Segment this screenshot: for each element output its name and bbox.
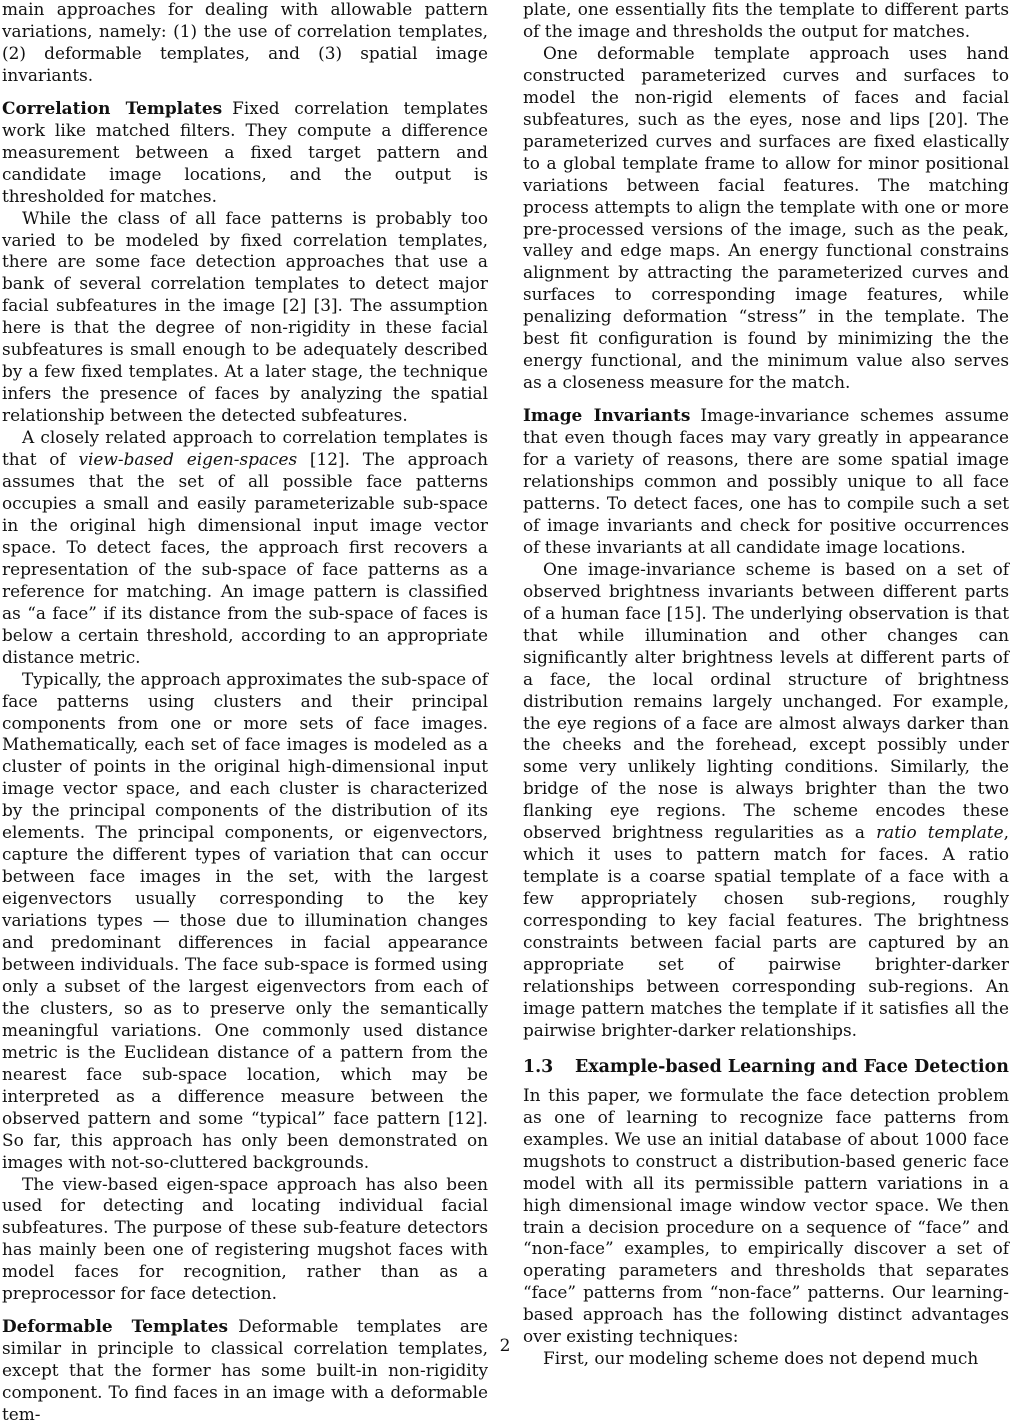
right-column xyxy=(523,0,1009,1370)
paragraph-text: [12]. The approach assumes that the set of all possible face patterns occupies a small and easily parameterizable sub-space in the original high dimensional input image vector space. To detect faces, the approach first recovers a representation of the sub-space of face patterns as a reference for matching. An image pattern is classified as “a face” if its distance from the sub-space of faces is below a certain threshold, according to an appropriate distance metric. xyxy=(2,449,488,667)
paragraph-eigen-spaces xyxy=(2,427,488,668)
paragraph-body: One deformable template approach uses hand constructed parameterized curves and surfaces to model the non-rigid elements of faces and facial subfeatures, such as the eyes, nose and lips [20]. The parameterized curves and surfaces are fixed elastically to a global template frame to allow for minor positional variations between facial features. The matching process attempts to align the template with one or more pre-processed versions of the image, such as the peak, valley and edge maps. An energy functional constrains alignment by attracting the parameterized curves and surfaces to corresponding image features, while penalizing deformation “stress” in the template. The best fit configuration is found by minimizing the the energy functional, and the minimum value also serves as a closeness measure for the match. xyxy=(523,42,1009,393)
paragraph-text: One image-invariance scheme is based on a set of observed brightness invariants between different parts of a human face [15]. The underlying observation is that that while illumination and other changes can significantly alter brightness levels at different parts of a face, the local ordinal structure of brightness distribution remains largely unchanged. For example, the eye regions of a face are almost always darker than the cheeks and the forehead, except possibly under some very unlikely lighting conditions. Similarly, the bridge of the nose is always brighter than the two flanking eye regions. The scheme encodes these observed brightness regularities as a xyxy=(523,558,1009,843)
paragraph-continuation: plate, one essentially fits the template to different parts of the image and thresholds the output for matches. xyxy=(523,0,1009,41)
heading-deformable-templates: Deformable Templates xyxy=(2,1316,229,1337)
section-title: Example-based Learning and Face Detection xyxy=(575,1056,1009,1077)
paragraph-text: Fixed correlation templates work like matched filters. They compute a difference measurement between a fixed target pattern and candidate image locations, and the output is thresholded for matches. xyxy=(2,97,488,206)
paragraph-deformable-templates xyxy=(2,1316,488,1426)
paragraph-body: While the class of all face patterns is probably too varied to be modeled by fixed correlation templates, there are some face detection approaches that use a bank of several correlation templates to detect major facial subfeatures in the image [2] [3]. The assumption here is that the degree of non-rigidity in these facial subfeatures is small enough to be adequately described by a few fixed templates. At a later stage, the technique infers the presence of faces by analyzing the spatial relationship between the detected subfeatures. xyxy=(2,207,488,426)
heading-image-invariants: Image Invariants xyxy=(523,405,691,426)
page-number: 2 xyxy=(499,1336,511,1356)
paragraph-body: In this paper, we formulate the face detection problem as one of learning to recognize face patterns from examples. We use an initial database of about 1000 face mugshots to construct a distribution-based generic face model with all its permissible pattern variations in a high dimensional image window vector space. We then train a decision procedure on a sequence of “face” and “non-face” examples, to empirically discover a set of operating parameters and thresholds that separates “face” patterns from “non-face” patterns. Our learning-based approach has the following distinct advantages over existing techniques: xyxy=(523,1084,1009,1347)
paragraph-ratio-template xyxy=(523,559,1009,1042)
heading-correlation-templates: Correlation Templates xyxy=(2,97,223,118)
paragraph-text: Deformable templates are similar in principle to classical correlation templates, except that the former has some built-in non-rigidity component. To find faces in an image with a deformable tem- xyxy=(2,1316,488,1425)
paragraph-text: A closely related approach to correlation templates is that of xyxy=(2,427,488,470)
paragraph-text: Image-invariance schemes assume that even though faces may vary greatly in appearance for a variety of reasons, there are some spatial image relationships common and possibly unique to all face patterns. To detect faces, one has to compile such a set of image invariants and check for positive occurrences of these invariants at all candidate image locations. xyxy=(523,405,1009,557)
left-column xyxy=(2,0,488,1426)
section-number: 1.3 xyxy=(523,1056,554,1077)
paragraph-intro: main approaches for dealing with allowable pattern variations, namely: (1) the use of correlation templates, (2) deformable templates, and (3) spatial image invariants. xyxy=(2,0,488,85)
paragraph-body: The view-based eigen-space approach has also been used for detecting and locating individual facial subfeatures. The purpose of these sub-feature detectors has mainly been one of registering mugshot faces with model faces for recognition, rather than as a preprocessor for face detection. xyxy=(2,1173,488,1304)
emphasis-term: view-based eigen-spaces xyxy=(78,449,298,470)
paragraph-correlation-templates xyxy=(2,98,488,208)
paragraph-text: , which it uses to pattern match for faces. A ratio template is a coarse spatial template of a face with a few appropriately chosen sub-regions, roughly corresponding to key facial features. The brightness constraints between facial parts are captured by an appropriate set of pairwise brighter-darker relationships between corresponding sub-regions. An image pattern matches the template if it satisfies all the pairwise brighter-darker relationships. xyxy=(523,822,1009,1040)
section-heading xyxy=(523,1056,1009,1078)
paragraph-image-invariants xyxy=(523,405,1009,559)
paragraph-body: First, our modeling scheme does not depend much xyxy=(543,1348,979,1369)
paragraph-body: Typically, the approach approximates the sub-space of face patterns using clusters and their principal components from one or more sets of face images. Mathematically, each set of face images is modeled as a cluster of points in the original high-dimensional input image vector space, and each cluster is characterized by the principal components of the distribution of its elements. The principal components, or eigenvectors, capture the different types of variation that can occur between face images in the set, with the largest eigenvectors usually corresponding to the key variations types — those due to illumination changes and predominant differences in facial appearance between individuals. The face sub-space is formed using only a subset of the largest eigenvectors from each of the clusters, so as to preserve only the semantically meaningful variations. One commonly used distance metric is the Euclidean distance of a pattern from the nearest face sub-space location, which may be interpreted as a difference measure between the observed pattern and some “typical” face pattern [12]. So far, this approach has only been demonstrated on images with not-so-cluttered backgrounds. xyxy=(2,668,488,1172)
emphasis-term: ratio template xyxy=(876,822,1004,843)
